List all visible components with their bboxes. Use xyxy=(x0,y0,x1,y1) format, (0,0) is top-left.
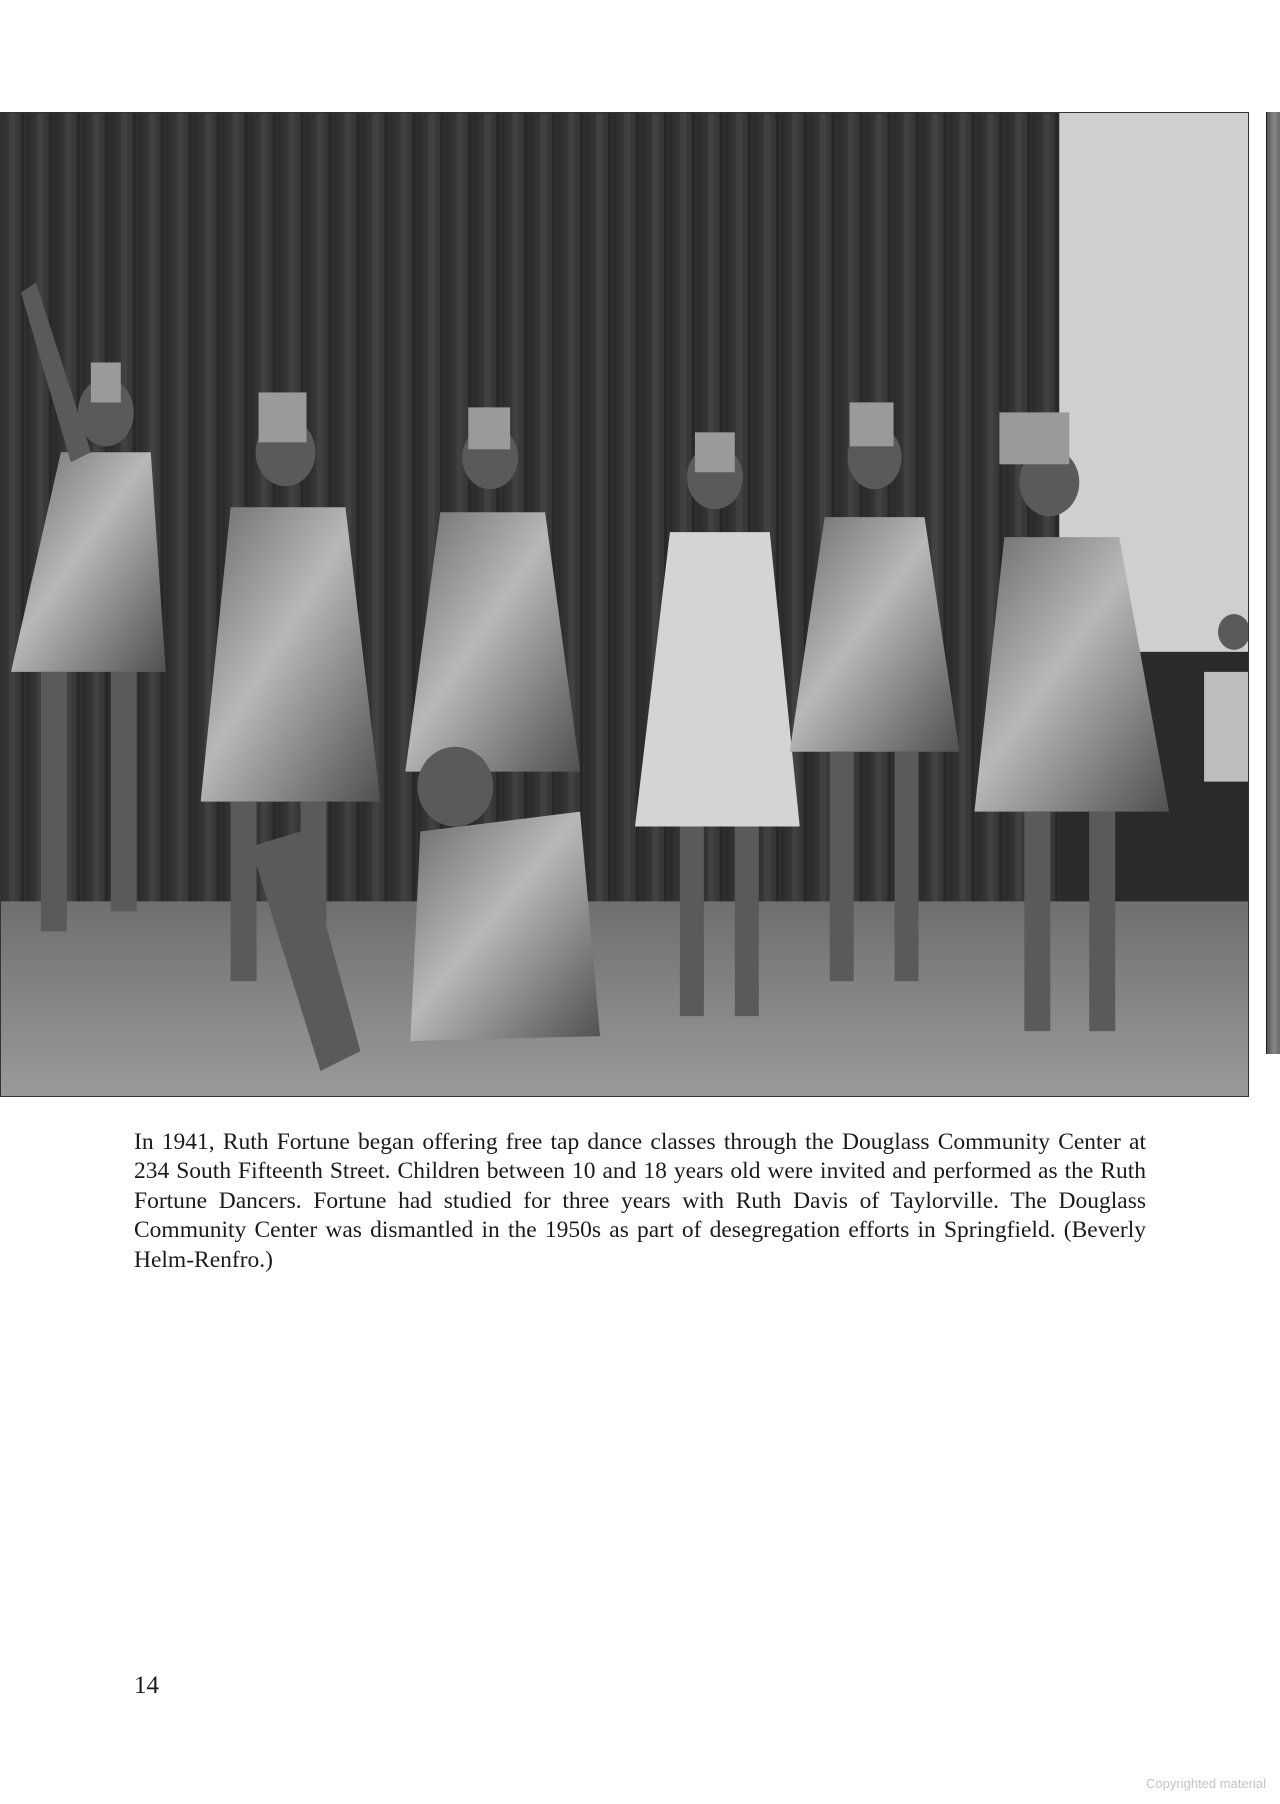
adjacent-page-edge xyxy=(1266,112,1280,1054)
photograph-icon xyxy=(1,113,1248,1096)
photo-caption: In 1941, Ruth Fortune began offering free tap dance classes through the Douglass Community Center at 234 South Fifteenth Street. Children between 10 and 18 years old were invited and performed as the Ruth Fortune Dancers. Fortune had studied for three years with Ruth Davis of Taylorville. The Douglass Community Center was dismantled in the 1950s as part of desegregation efforts in Springfield. (Beverly Helm-Renfro.) xyxy=(134,1128,1146,1273)
copyright-notice: Copyrighted material xyxy=(1146,1776,1266,1791)
page-number: 14 xyxy=(134,1672,159,1699)
dancers-photograph xyxy=(0,112,1249,1097)
